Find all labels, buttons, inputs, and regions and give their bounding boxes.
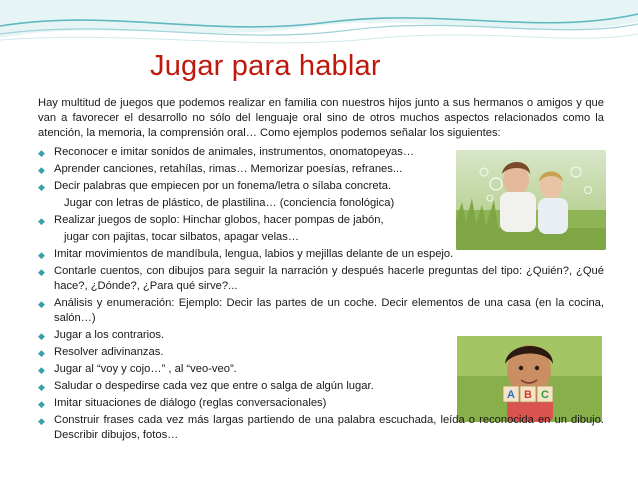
list-item: [38, 264, 604, 294]
list-item-text: Imitar movimientos de mandíbula, lengua, labios y mejillas delante de un espejo.: [54, 247, 454, 260]
svg-text:B: B: [524, 389, 532, 401]
list-item-text: Jugar al “voy y cojo…” , al “veo-veo”.: [54, 363, 237, 376]
slide-title: Jugar para hablar: [150, 50, 381, 82]
diamond-bullet-icon: ◆: [38, 416, 45, 427]
list-item: [38, 196, 454, 211]
diamond-bullet-icon: ◆: [38, 249, 45, 260]
diamond-bullet-icon: ◆: [38, 147, 45, 158]
diamond-bullet-icon: ◆: [38, 365, 45, 376]
list-item-text: Imitar situaciones de diálogo (reglas conversacionales): [54, 397, 327, 410]
list-item-text: Jugar a los contrarios.: [54, 329, 165, 342]
diamond-bullet-icon: ◆: [38, 298, 45, 309]
list-item: [38, 396, 454, 411]
intro-paragraph: Hay multitud de juegos que podemos realizar en familia con nuestros hijos junto a sus hermanos o amigos y que van a favorecer el desarrollo no sólo del lenguaje oral sino de otros muchos aspectos relacionados como la atención, la memoria, la comprensión oral… Como ejemplos podemos señalar los siguientes:: [38, 97, 604, 140]
svg-text:A: A: [507, 389, 515, 401]
list-item: [38, 296, 604, 326]
list-item: [38, 179, 454, 194]
diamond-bullet-icon: ◆: [38, 399, 45, 410]
list-item: [38, 145, 454, 160]
list-item: [38, 230, 454, 245]
list-item: [38, 247, 604, 262]
list-item-text: Saludar o despedirse cada vez que entre o salga de algún lugar.: [54, 380, 374, 393]
svg-text:C: C: [541, 389, 549, 401]
diamond-bullet-icon: ◆: [38, 331, 45, 342]
list-item: [38, 328, 454, 343]
diamond-bullet-icon: ◆: [38, 266, 45, 277]
diamond-bullet-icon: ◆: [38, 348, 45, 359]
list-item: [38, 362, 454, 377]
list-item: [38, 345, 454, 360]
diamond-bullet-icon: ◆: [38, 164, 45, 175]
list-item-text: Construir frases cada vez más largas partiendo de una palabra escuchada, leída o reconocida en un dibujo. Describir dibujos, fotos…: [54, 414, 604, 442]
list-item-text: Análisis y enumeración: Ejemplo: Decir las partes de un coche. Decir elementos de una casa (en la cocina, salón…): [54, 296, 604, 325]
list-item: [38, 213, 454, 228]
list-item: [38, 413, 604, 443]
list-item-text: Contarle cuentos, con dibujos para seguir la narración y después hacerle preguntas del tipo: ¿Quién?, ¿Qué hace?, ¿Dónde?, ¿Para qué sirve?...: [54, 264, 604, 292]
list-item: [38, 379, 454, 394]
list-item: [38, 162, 454, 177]
list-item-text: Aprender canciones, retahílas, rimas… Memorizar poesías, refranes...: [54, 162, 403, 175]
list-item-text: jugar con pajitas, tocar silbatos, apagar velas…: [64, 230, 300, 243]
list-item-text: Resolver adivinanzas.: [54, 346, 164, 359]
activity-list: [38, 145, 604, 444]
diamond-bullet-icon: ◆: [38, 181, 45, 192]
list-item-text: Jugar con letras de plástico, de plastilina… (conciencia fonológica): [64, 196, 395, 209]
diamond-bullet-icon: ◆: [38, 382, 45, 393]
list-item-text: Decir palabras que empiecen por un fonema/letra o sílaba concreta.: [54, 179, 392, 192]
list-item-text: Realizar juegos de soplo: Hinchar globos, hacer pompas de jabón,: [54, 213, 384, 226]
content-area: [38, 96, 604, 443]
diamond-bullet-icon: ◆: [38, 215, 45, 226]
list-item-text: Reconocer e imitar sonidos de animales, instrumentos, onomatopeyas…: [54, 145, 415, 158]
